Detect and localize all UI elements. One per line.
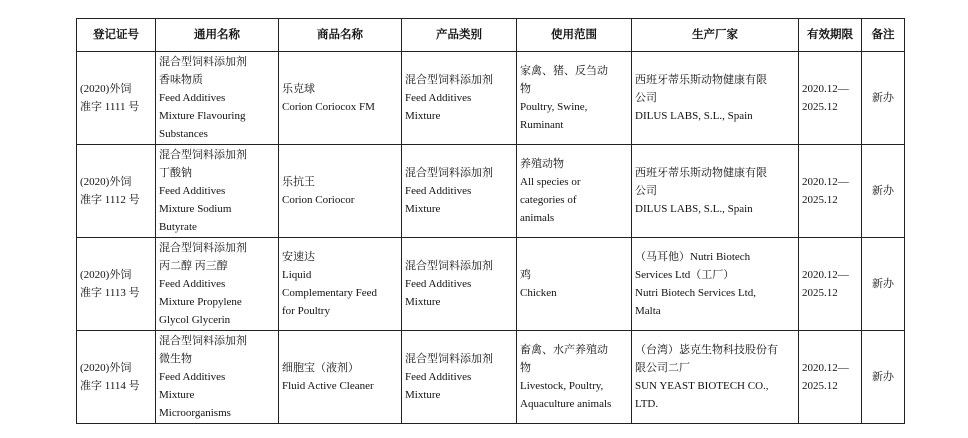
cell-line: Chicken (520, 287, 557, 299)
cell-line: 混合型饲料添加剂 (405, 353, 493, 365)
cell-reg-no (77, 331, 156, 424)
cell-reg-no (77, 52, 156, 145)
cell-line: Feed Additives (405, 185, 472, 197)
cell-category (402, 145, 517, 238)
cell-line: Aquaculture animals (520, 398, 612, 410)
cell-line: Feed Additives (405, 371, 472, 383)
cell-line: 家禽、猪、反刍动 (520, 65, 608, 77)
cell-line: 2025.12 (802, 101, 838, 113)
cell-generic-name (156, 331, 279, 424)
header-trade-name: 商品名称 (279, 19, 402, 52)
cell-remark: 新办 (862, 238, 905, 331)
cell-line: Substances (159, 128, 208, 140)
cell-line: All species or (520, 176, 581, 188)
cell-validity (799, 52, 862, 145)
table-row (77, 238, 905, 331)
cell-line: Corion Coriocox FM (282, 101, 375, 113)
cell-category (402, 52, 517, 145)
cell-line: Butyrate (159, 221, 197, 233)
cell-line: Poultry, Swine, (520, 101, 588, 113)
cell-line: 细胞宝（液剂） (282, 362, 359, 374)
cell-generic-name (156, 145, 279, 238)
cell-line: （马耳他）Nutri Biotech (635, 251, 751, 263)
cell-remark: 新办 (862, 52, 905, 145)
cell-line: Mixture Propylene (159, 296, 242, 308)
cell-generic-name (156, 238, 279, 331)
cell-line: Livestock, Poultry, (520, 380, 604, 392)
cell-line: (2020)外饲 (80, 83, 132, 95)
cell-line: Services Ltd（工厂） (635, 269, 735, 281)
cell-line: Mixture (405, 110, 441, 122)
cell-line: Feed Additives (159, 371, 226, 383)
cell-line: Mixture (405, 389, 441, 401)
cell-line: 西班牙蒂乐斯动物健康有限 (635, 74, 767, 86)
cell-scope (517, 331, 632, 424)
cell-manufacturer (632, 145, 799, 238)
cell-line: Mixture (405, 296, 441, 308)
cell-line: 2020.12— (802, 269, 849, 281)
cell-line: Feed Additives (405, 92, 472, 104)
cell-line: 准字 1111 号 (80, 101, 140, 113)
cell-reg-no (77, 145, 156, 238)
cell-trade-name (279, 331, 402, 424)
cell-validity (799, 238, 862, 331)
cell-line: (2020)外饲 (80, 362, 132, 374)
cell-line: Mixture Sodium (159, 203, 232, 215)
cell-line: 2020.12— (802, 362, 849, 374)
cell-remark: 新办 (862, 331, 905, 424)
cell-scope (517, 238, 632, 331)
cell-line: (2020)外饲 (80, 269, 132, 281)
cell-line: 混合型饲料添加剂 (405, 74, 493, 86)
cell-line: Fluid Active Cleaner (282, 380, 374, 392)
header-manufacturer: 生产厂家 (632, 19, 799, 52)
cell-category (402, 238, 517, 331)
cell-line: Mixture Flavouring (159, 110, 246, 122)
registration-table (76, 18, 905, 424)
cell-line: Microorganisms (159, 407, 231, 419)
cell-line: 乐抗王 (282, 176, 315, 188)
cell-line: Malta (635, 305, 661, 317)
cell-line: 2020.12— (802, 83, 849, 95)
cell-scope (517, 145, 632, 238)
cell-line: 2025.12 (802, 380, 838, 392)
cell-line: 准字 1112 号 (80, 194, 140, 206)
cell-line: 乐克球 (282, 83, 315, 95)
cell-scope (517, 52, 632, 145)
table-row (77, 52, 905, 145)
cell-manufacturer (632, 238, 799, 331)
cell-line: 物 (520, 362, 531, 374)
cell-line: DILUS LABS, S.L., Spain (635, 110, 753, 122)
cell-line: DILUS LABS, S.L., Spain (635, 203, 753, 215)
cell-line: 混合型饲料添加剂 (159, 56, 247, 68)
cell-line: SUN YEAST BIOTECH CO., (635, 380, 769, 392)
header-remark: 备注 (862, 19, 905, 52)
cell-reg-no (77, 238, 156, 331)
registration-table-container (76, 18, 905, 424)
header-row (77, 19, 905, 52)
cell-line: LTD. (635, 398, 659, 410)
cell-line: Mixture (405, 203, 441, 215)
cell-line: Ruminant (520, 119, 564, 131)
cell-line: 准字 1114 号 (80, 380, 140, 392)
header-validity: 有效期限 (799, 19, 862, 52)
cell-line: 公司 (635, 92, 657, 104)
cell-line: Feed Additives (159, 185, 226, 197)
cell-line: animals (520, 212, 555, 224)
cell-line: 2025.12 (802, 194, 838, 206)
cell-line: 物 (520, 83, 531, 95)
cell-line: 西班牙蒂乐斯动物健康有限 (635, 167, 767, 179)
cell-trade-name (279, 238, 402, 331)
table-row (77, 145, 905, 238)
cell-line: 2020.12— (802, 176, 849, 188)
cell-line: 香味物质 (159, 74, 203, 86)
cell-line: 2025.12 (802, 287, 838, 299)
header-category: 产品类别 (402, 19, 517, 52)
cell-line: for Poultry (282, 305, 330, 317)
cell-line: （台湾）毖克生物科技股份有 (635, 344, 778, 356)
header-scope: 使用范围 (517, 19, 632, 52)
cell-line: Complementary Feed (282, 287, 378, 299)
cell-line: Nutri Biotech Services Ltd, (635, 287, 756, 299)
cell-line: 丙二醇 丙三醇 (159, 260, 228, 272)
cell-line: Mixture (159, 389, 195, 401)
cell-line: Liquid (282, 269, 312, 281)
cell-manufacturer (632, 331, 799, 424)
cell-line: 畜禽、水产养殖动 (520, 344, 608, 356)
cell-line: Feed Additives (405, 278, 472, 290)
cell-line: Glycol Glycerin (159, 314, 231, 326)
cell-generic-name (156, 52, 279, 145)
cell-line: 安速达 (282, 251, 315, 263)
cell-line: 混合型饲料添加剂 (159, 335, 247, 347)
header-reg-no: 登记证号 (77, 19, 156, 52)
cell-line: 混合型饲料添加剂 (405, 260, 493, 272)
cell-line: 混合型饲料添加剂 (405, 167, 493, 179)
cell-trade-name (279, 145, 402, 238)
cell-line: 养殖动物 (520, 158, 564, 170)
cell-line: 丁酸钠 (159, 167, 192, 179)
cell-line: 准字 1113 号 (80, 287, 140, 299)
cell-line: 混合型饲料添加剂 (159, 242, 247, 254)
cell-line: 混合型饲料添加剂 (159, 149, 247, 161)
cell-category (402, 331, 517, 424)
cell-line: 公司 (635, 185, 657, 197)
cell-line: 限公司二厂 (635, 362, 690, 374)
cell-line: Corion Coriocor (282, 194, 355, 206)
cell-line: 鸡 (520, 269, 531, 281)
cell-trade-name (279, 52, 402, 145)
cell-line: (2020)外饲 (80, 176, 132, 188)
header-generic-name: 通用名称 (156, 19, 279, 52)
cell-validity (799, 145, 862, 238)
cell-line: Feed Additives (159, 278, 226, 290)
cell-line: categories of (520, 194, 577, 206)
cell-line: Feed Additives (159, 92, 226, 104)
cell-manufacturer (632, 52, 799, 145)
cell-line: 微生物 (159, 353, 192, 365)
table-row (77, 331, 905, 424)
cell-validity (799, 331, 862, 424)
cell-remark: 新办 (862, 145, 905, 238)
